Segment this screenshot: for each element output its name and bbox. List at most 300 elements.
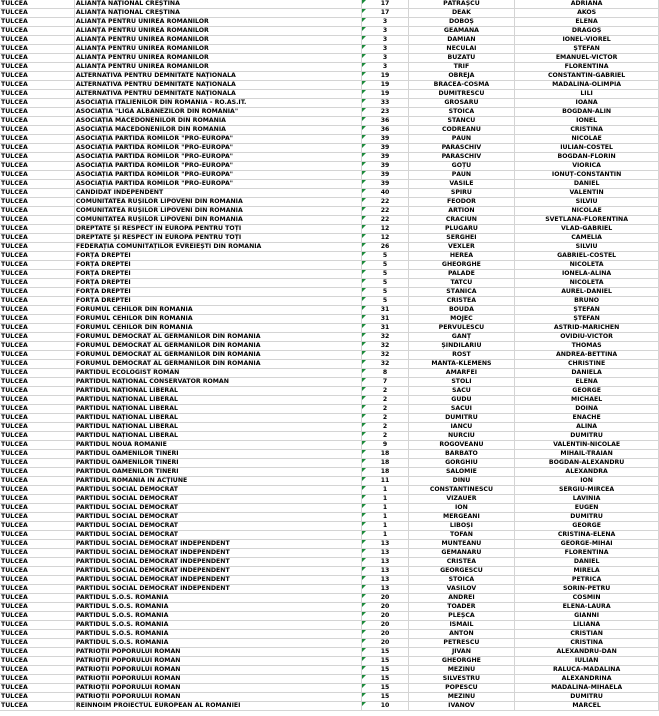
surname-cell[interactable]: HEREA [408,252,515,261]
list-number-cell[interactable]: 11 [362,477,408,486]
list-number-cell[interactable]: 32 [362,342,408,351]
surname-cell[interactable]: GOȚU [408,162,515,171]
party-cell[interactable]: DREPTATE ȘI RESPECT ÎN EUROPA PENTRU TOȚI [74,234,362,243]
surname-cell[interactable]: IANCU [408,423,515,432]
list-number-cell[interactable]: 10 [362,702,408,711]
given-name-cell[interactable]: COSMIN [515,594,659,603]
surname-cell[interactable]: GORGHIU [408,459,515,468]
county-cell[interactable]: TULCEA [0,279,74,288]
list-number-cell[interactable]: 8 [362,369,408,378]
given-name-cell[interactable]: IONELA-ALINA [515,270,659,279]
surname-cell[interactable]: BRACEA-COSMA [408,81,515,90]
party-cell[interactable]: PARTIDUL SOCIAL DEMOCRAT [74,531,362,540]
surname-cell[interactable]: VIZAUER [408,495,515,504]
party-cell[interactable]: REÎNNOIM PROIECTUL EUROPEAN AL ROMÂNIEI [74,702,362,711]
list-number-cell[interactable]: 13 [362,585,408,594]
county-cell[interactable]: TULCEA [0,99,74,108]
list-number-cell[interactable]: 26 [362,243,408,252]
party-cell[interactable]: FORUMUL CEHILOR DIN ROMÂNIA [74,315,362,324]
surname-cell[interactable]: PERVULESCU [408,324,515,333]
party-cell[interactable]: ASOCIAȚIA "LIGA ALBANEZILOR DIN ROMÂNIA" [74,108,362,117]
list-number-cell[interactable]: 15 [362,693,408,702]
party-cell[interactable]: FORȚA DREPTEI [74,297,362,306]
list-number-cell[interactable]: 3 [362,36,408,45]
surname-cell[interactable]: GEORGESCU [408,567,515,576]
party-cell[interactable]: COMUNITATEA RUȘILOR LIPOVENI DIN ROMÂNIA [74,207,362,216]
party-cell[interactable]: PARTIDUL S.O.S. ROMÂNIA [74,639,362,648]
given-name-cell[interactable]: IULIAN [515,657,659,666]
surname-cell[interactable]: GHEORGHE [408,261,515,270]
county-cell[interactable]: TULCEA [0,576,74,585]
given-name-cell[interactable]: GABRIEL-COSTEL [515,252,659,261]
given-name-cell[interactable]: SILVIU [515,198,659,207]
county-cell[interactable]: TULCEA [0,504,74,513]
given-name-cell[interactable]: BRUNO [515,297,659,306]
given-name-cell[interactable]: VALENTIN [515,189,659,198]
party-cell[interactable]: PARTIDUL NOUA ROMÂNIE [74,441,362,450]
party-cell[interactable]: PARTIDUL NAȚIONAL LIBERAL [74,414,362,423]
surname-cell[interactable]: VASILOV [408,585,515,594]
list-number-cell[interactable]: 15 [362,648,408,657]
party-cell[interactable]: ALTERNATIVA PENTRU DEMNITATE NAȚIONALĂ [74,72,362,81]
given-name-cell[interactable]: RALUCA-MĂDĂLINA [515,666,659,675]
surname-cell[interactable]: STĂNICĂ [408,288,515,297]
county-cell[interactable]: TULCEA [0,126,74,135]
party-cell[interactable]: PARTIDUL SOCIAL DEMOCRAT [74,513,362,522]
list-number-cell[interactable]: 12 [362,225,408,234]
party-cell[interactable]: PARTIDUL ROMÂNIA ÎN ACȚIUNE [74,477,362,486]
party-cell[interactable]: FORUMUL DEMOCRAT AL GERMANILOR DIN ROMÂNIA [74,351,362,360]
list-number-cell[interactable]: 15 [362,657,408,666]
county-cell[interactable]: TULCEA [0,648,74,657]
surname-cell[interactable]: JIVAN [408,648,515,657]
given-name-cell[interactable]: MICHAEL [515,396,659,405]
party-cell[interactable]: PARTIDUL S.O.S. ROMÂNIA [74,594,362,603]
county-cell[interactable]: TULCEA [0,81,74,90]
given-name-cell[interactable]: EUGEN [515,504,659,513]
county-cell[interactable]: TULCEA [0,189,74,198]
list-number-cell[interactable]: 13 [362,567,408,576]
list-number-cell[interactable]: 13 [362,558,408,567]
surname-cell[interactable]: ANTON [408,630,515,639]
county-cell[interactable]: TULCEA [0,630,74,639]
party-cell[interactable]: ALIANȚA NAȚIONAL CREȘTINĂ [74,0,362,9]
surname-cell[interactable]: ANDREI [408,594,515,603]
given-name-cell[interactable]: DUMITRU [515,693,659,702]
list-number-cell[interactable]: 19 [362,81,408,90]
given-name-cell[interactable]: BOGDAN-FLORIN [515,153,659,162]
party-cell[interactable]: FORȚA DREPTEI [74,252,362,261]
list-number-cell[interactable]: 18 [362,450,408,459]
surname-cell[interactable]: GHEORGHE [408,657,515,666]
party-cell[interactable]: PARTIDUL NAȚIONAL LIBERAL [74,396,362,405]
party-cell[interactable]: PARTIDUL OAMENILOR TINERI [74,459,362,468]
list-number-cell[interactable]: 17 [362,0,408,9]
list-number-cell[interactable]: 12 [362,234,408,243]
county-cell[interactable]: TULCEA [0,135,74,144]
given-name-cell[interactable]: SERGIU-MIRCEA [515,486,659,495]
list-number-cell[interactable]: 5 [362,279,408,288]
party-cell[interactable]: PARTIDUL SOCIAL DEMOCRAT INDEPENDENT [74,558,362,567]
list-number-cell[interactable]: 3 [362,27,408,36]
given-name-cell[interactable]: ALEXANDRINA [515,675,659,684]
county-cell[interactable]: TULCEA [0,567,74,576]
given-name-cell[interactable]: GIANNI [515,612,659,621]
surname-cell[interactable]: SPIRU [408,189,515,198]
party-cell[interactable]: PARTIDUL NAȚIONAL LIBERAL [74,405,362,414]
list-number-cell[interactable]: 1 [362,495,408,504]
surname-cell[interactable]: PETRESCU [408,639,515,648]
given-name-cell[interactable]: MARCEL [515,702,659,711]
given-name-cell[interactable]: CONSTANTIN-GABRIEL [515,72,659,81]
surname-cell[interactable]: MUNTEANU [408,540,515,549]
county-cell[interactable]: TULCEA [0,351,74,360]
county-cell[interactable]: TULCEA [0,432,74,441]
list-number-cell[interactable]: 20 [362,594,408,603]
county-cell[interactable]: TULCEA [0,27,74,36]
list-number-cell[interactable]: 5 [362,261,408,270]
surname-cell[interactable]: VEXLER [408,243,515,252]
county-cell[interactable]: TULCEA [0,234,74,243]
county-cell[interactable]: TULCEA [0,369,74,378]
county-cell[interactable]: TULCEA [0,414,74,423]
county-cell[interactable]: TULCEA [0,171,74,180]
given-name-cell[interactable]: BOGDAN-ALIN [515,108,659,117]
county-cell[interactable]: TULCEA [0,639,74,648]
party-cell[interactable]: COMUNITATEA RUȘILOR LIPOVENI DIN ROMÂNIA [74,216,362,225]
county-cell[interactable]: TULCEA [0,549,74,558]
surname-cell[interactable]: GUDU [408,396,515,405]
given-name-cell[interactable]: DOINA [515,405,659,414]
surname-cell[interactable]: SERGHEI [408,234,515,243]
list-number-cell[interactable]: 39 [362,135,408,144]
surname-cell[interactable]: IVANOV [408,702,515,711]
county-cell[interactable]: TULCEA [0,0,74,9]
given-name-cell[interactable]: ȘTEFAN [515,306,659,315]
surname-cell[interactable]: MEZINU [408,693,515,702]
party-cell[interactable]: FORUMUL CEHILOR DIN ROMÂNIA [74,324,362,333]
list-number-cell[interactable]: 15 [362,666,408,675]
party-cell[interactable]: PARTIDUL NAȚIONAL CONSERVATOR ROMÂN [74,378,362,387]
list-number-cell[interactable]: 22 [362,216,408,225]
given-name-cell[interactable]: OVIDIU-VICTOR [515,333,659,342]
party-cell[interactable]: PARTIDUL SOCIAL DEMOCRAT [74,495,362,504]
county-cell[interactable]: TULCEA [0,594,74,603]
list-number-cell[interactable]: 20 [362,603,408,612]
county-cell[interactable]: TULCEA [0,261,74,270]
surname-cell[interactable]: DINU [408,477,515,486]
surname-cell[interactable]: TOADER [408,603,515,612]
party-cell[interactable]: PARTIDUL NAȚIONAL LIBERAL [74,432,362,441]
surname-cell[interactable]: DUMITRESCU [408,90,515,99]
county-cell[interactable]: TULCEA [0,198,74,207]
list-number-cell[interactable]: 19 [362,90,408,99]
county-cell[interactable]: TULCEA [0,108,74,117]
party-cell[interactable]: ASOCIAȚIA PARTIDA ROMILOR "PRO-EUROPA" [74,162,362,171]
given-name-cell[interactable]: NICOLETA [515,261,659,270]
given-name-cell[interactable]: GEORGE-MIHAI [515,540,659,549]
county-cell[interactable]: TULCEA [0,405,74,414]
given-name-cell[interactable]: ELENA [515,378,659,387]
given-name-cell[interactable]: MIRELA [515,567,659,576]
given-name-cell[interactable]: GEORGE [515,387,659,396]
given-name-cell[interactable]: NICOLETA [515,279,659,288]
list-number-cell[interactable]: 32 [362,351,408,360]
given-name-cell[interactable]: MĂDĂLINA-MIHAELA [515,684,659,693]
given-name-cell[interactable]: ELENA-LAURA [515,603,659,612]
given-name-cell[interactable]: ANDREA-BETTINA [515,351,659,360]
party-cell[interactable]: ALTERNATIVA PENTRU DEMNITATE NAȚIONALĂ [74,81,362,90]
surname-cell[interactable]: TATCU [408,279,515,288]
given-name-cell[interactable]: VALENTIN-NICOLAE [515,441,659,450]
surname-cell[interactable]: ROGOVEANU [408,441,515,450]
county-cell[interactable]: TULCEA [0,297,74,306]
surname-cell[interactable]: STOLI [408,378,515,387]
surname-cell[interactable]: BOUDA [408,306,515,315]
list-number-cell[interactable]: 7 [362,378,408,387]
party-cell[interactable]: ALTERNATIVA PENTRU DEMNITATE NAȚIONALĂ [74,90,362,99]
party-cell[interactable]: PATRIOȚII POPORULUI ROMÂN [74,675,362,684]
given-name-cell[interactable]: IONEL-VIOREL [515,36,659,45]
list-number-cell[interactable]: 20 [362,630,408,639]
list-number-cell[interactable]: 2 [362,423,408,432]
list-number-cell[interactable]: 23 [362,108,408,117]
surname-cell[interactable]: TOFAN [408,531,515,540]
surname-cell[interactable]: SALOMIE [408,468,515,477]
given-name-cell[interactable]: ALEXANDRA [515,468,659,477]
given-name-cell[interactable]: ENACHE [515,414,659,423]
given-name-cell[interactable]: PETRICĂ [515,576,659,585]
list-number-cell[interactable]: 20 [362,621,408,630]
county-cell[interactable]: TULCEA [0,666,74,675]
county-cell[interactable]: TULCEA [0,477,74,486]
party-cell[interactable]: FORȚA DREPTEI [74,261,362,270]
surname-cell[interactable]: ISMAIL [408,621,515,630]
given-name-cell[interactable]: DANIEL [515,180,659,189]
given-name-cell[interactable]: ȘTEFAN [515,45,659,54]
list-number-cell[interactable]: 40 [362,189,408,198]
county-cell[interactable]: TULCEA [0,63,74,72]
given-name-cell[interactable]: GEORGE [515,522,659,531]
county-cell[interactable]: TULCEA [0,36,74,45]
county-cell[interactable]: TULCEA [0,306,74,315]
surname-cell[interactable]: CODREANU [408,126,515,135]
party-cell[interactable]: FORUMUL DEMOCRAT AL GERMANILOR DIN ROMÂNIA [74,360,362,369]
surname-cell[interactable]: MOJEC [408,315,515,324]
given-name-cell[interactable]: NICOLAE [515,207,659,216]
party-cell[interactable]: ALIANȚA PENTRU UNIREA ROMÂNILOR [74,27,362,36]
county-cell[interactable]: TULCEA [0,495,74,504]
given-name-cell[interactable]: ADRIANA [515,0,659,9]
list-number-cell[interactable]: 2 [362,396,408,405]
county-cell[interactable]: TULCEA [0,252,74,261]
surname-cell[interactable]: GROSARU [408,99,515,108]
list-number-cell[interactable]: 33 [362,99,408,108]
given-name-cell[interactable]: DUMITRU [515,513,659,522]
list-number-cell[interactable]: 15 [362,675,408,684]
county-cell[interactable]: TULCEA [0,225,74,234]
given-name-cell[interactable]: BOGDAN-ALEXANDRU [515,459,659,468]
given-name-cell[interactable]: CRISTIAN [515,630,659,639]
given-name-cell[interactable]: DRAGOȘ [515,27,659,36]
surname-cell[interactable]: CRISTEA [408,297,515,306]
list-number-cell[interactable]: 20 [362,612,408,621]
surname-cell[interactable]: GANȚ [408,333,515,342]
party-cell[interactable]: FORȚA DREPTEI [74,288,362,297]
party-cell[interactable]: ASOCIAȚIA PARTIDA ROMILOR "PRO-EUROPA" [74,180,362,189]
list-number-cell[interactable]: 36 [362,126,408,135]
surname-cell[interactable]: OBREJA [408,72,515,81]
party-cell[interactable]: PARTIDUL SOCIAL DEMOCRAT [74,522,362,531]
surname-cell[interactable]: TRIF [408,63,515,72]
surname-cell[interactable]: PĂTRAȘCU [408,0,515,9]
party-cell[interactable]: PATRIOȚII POPORULUI ROMÂN [74,648,362,657]
surname-cell[interactable]: FEODOR [408,198,515,207]
given-name-cell[interactable]: DANIEL [515,558,659,567]
list-number-cell[interactable]: 3 [362,45,408,54]
county-cell[interactable]: TULCEA [0,324,74,333]
given-name-cell[interactable]: ALEXANDRU-DAN [515,648,659,657]
list-number-cell[interactable]: 31 [362,324,408,333]
list-number-cell[interactable]: 5 [362,288,408,297]
party-cell[interactable]: PATRIOȚII POPORULUI ROMÂN [74,657,362,666]
surname-cell[interactable]: PĂUN [408,171,515,180]
given-name-cell[interactable]: ȘTEFAN [515,315,659,324]
party-cell[interactable]: PARTIDUL SOCIAL DEMOCRAT INDEPENDENT [74,540,362,549]
party-cell[interactable]: PARTIDUL SOCIAL DEMOCRAT INDEPENDENT [74,567,362,576]
list-number-cell[interactable]: 36 [362,117,408,126]
county-cell[interactable]: TULCEA [0,18,74,27]
county-cell[interactable]: TULCEA [0,585,74,594]
surname-cell[interactable]: ION [408,504,515,513]
list-number-cell[interactable]: 17 [362,9,408,18]
surname-cell[interactable]: SĂCU [408,387,515,396]
list-number-cell[interactable]: 39 [362,153,408,162]
county-cell[interactable]: TULCEA [0,54,74,63]
list-number-cell[interactable]: 3 [362,18,408,27]
surname-cell[interactable]: LIBOȘI [408,522,515,531]
list-number-cell[interactable]: 2 [362,387,408,396]
party-cell[interactable]: ASOCIAȚIA PARTIDA ROMILOR "PRO-EUROPA" [74,171,362,180]
given-name-cell[interactable]: LAVINIA [515,495,659,504]
list-number-cell[interactable]: 31 [362,306,408,315]
county-cell[interactable]: TULCEA [0,342,74,351]
county-cell[interactable]: TULCEA [0,558,74,567]
surname-cell[interactable]: PARASCHIV [408,153,515,162]
list-number-cell[interactable]: 13 [362,576,408,585]
party-cell[interactable]: PARTIDUL OAMENILOR TINERI [74,468,362,477]
county-cell[interactable]: TULCEA [0,468,74,477]
party-cell[interactable]: FORȚA DREPTEI [74,270,362,279]
party-cell[interactable]: PATRIOȚII POPORULUI ROMÂN [74,684,362,693]
party-cell[interactable]: PARTIDUL S.O.S. ROMÂNIA [74,603,362,612]
party-cell[interactable]: PARTIDUL SOCIAL DEMOCRAT [74,504,362,513]
surname-cell[interactable]: STOICA [408,576,515,585]
party-cell[interactable]: ASOCIAȚIA PARTIDA ROMILOR "PRO-EUROPA" [74,135,362,144]
surname-cell[interactable]: NURCIU [408,432,515,441]
surname-cell[interactable]: DAMIAN [408,36,515,45]
surname-cell[interactable]: CRĂCIUN [408,216,515,225]
list-number-cell[interactable]: 1 [362,486,408,495]
county-cell[interactable]: TULCEA [0,702,74,711]
surname-cell[interactable]: POPESCU [408,684,515,693]
party-cell[interactable]: FEDERAȚIA COMUNITĂȚILOR EVREIEȘTI DIN ROMÂNIA [74,243,362,252]
party-cell[interactable]: DREPTATE ȘI RESPECT ÎN EUROPA PENTRU TOȚI [74,225,362,234]
list-number-cell[interactable]: 19 [362,72,408,81]
party-cell[interactable]: PARTIDUL S.O.S. ROMÂNIA [74,621,362,630]
list-number-cell[interactable]: 39 [362,180,408,189]
list-number-cell[interactable]: 5 [362,252,408,261]
list-number-cell[interactable]: 3 [362,54,408,63]
given-name-cell[interactable]: EMANUEL-VICTOR [515,54,659,63]
surname-cell[interactable]: GEMĂNARU [408,549,515,558]
list-number-cell[interactable]: 39 [362,144,408,153]
party-cell[interactable]: FORUMUL DEMOCRAT AL GERMANILOR DIN ROMÂNIA [74,333,362,342]
given-name-cell[interactable]: ION [515,477,659,486]
party-cell[interactable]: FORUMUL CEHILOR DIN ROMÂNIA [74,306,362,315]
county-cell[interactable]: TULCEA [0,513,74,522]
county-cell[interactable]: TULCEA [0,270,74,279]
county-cell[interactable]: TULCEA [0,288,74,297]
list-number-cell[interactable]: 15 [362,684,408,693]
list-number-cell[interactable]: 5 [362,270,408,279]
surname-cell[interactable]: CRISTEA [408,558,515,567]
county-cell[interactable]: TULCEA [0,621,74,630]
list-number-cell[interactable]: 39 [362,162,408,171]
surname-cell[interactable]: SĂCUI [408,405,515,414]
county-cell[interactable]: TULCEA [0,45,74,54]
list-number-cell[interactable]: 31 [362,315,408,324]
list-number-cell[interactable]: 3 [362,63,408,72]
surname-cell[interactable]: MEZINU [408,666,515,675]
given-name-cell[interactable]: CRISTINA [515,639,659,648]
list-number-cell[interactable]: 22 [362,207,408,216]
county-cell[interactable]: TULCEA [0,441,74,450]
surname-cell[interactable]: ROST [408,351,515,360]
county-cell[interactable]: TULCEA [0,396,74,405]
given-name-cell[interactable]: CRISTINA [515,126,659,135]
surname-cell[interactable]: DOBOȘ [408,18,515,27]
county-cell[interactable]: TULCEA [0,657,74,666]
list-number-cell[interactable]: 5 [362,297,408,306]
surname-cell[interactable]: NECULAI [408,45,515,54]
party-cell[interactable]: COMUNITATEA RUȘILOR LIPOVENI DIN ROMÂNIA [74,198,362,207]
party-cell[interactable]: PARTIDUL S.O.S. ROMÂNIA [74,630,362,639]
given-name-cell[interactable]: IOANA [515,99,659,108]
party-cell[interactable]: PATRIOȚII POPORULUI ROMÂN [74,693,362,702]
surname-cell[interactable]: STANCU [408,117,515,126]
list-number-cell[interactable]: 1 [362,513,408,522]
surname-cell[interactable]: SILVESTRU [408,675,515,684]
county-cell[interactable]: TULCEA [0,675,74,684]
list-number-cell[interactable]: 2 [362,414,408,423]
surname-cell[interactable]: GEAMĂNĂ [408,27,515,36]
party-cell[interactable]: ASOCIAȚIA MACEDONENILOR DIN ROMÂNIA [74,117,362,126]
party-cell[interactable]: PARTIDUL OAMENILOR TINERI [74,450,362,459]
given-name-cell[interactable]: ALINA [515,423,659,432]
given-name-cell[interactable]: DANIELA [515,369,659,378]
given-name-cell[interactable]: FLORENTINA [515,63,659,72]
given-name-cell[interactable]: FLORENTINA [515,549,659,558]
list-number-cell[interactable]: 13 [362,549,408,558]
given-name-cell[interactable]: CRISTINA-ELENA [515,531,659,540]
surname-cell[interactable]: STOICA [408,108,515,117]
list-number-cell[interactable]: 39 [362,171,408,180]
given-name-cell[interactable]: CHRISTINE [515,360,659,369]
party-cell[interactable]: PARTIDUL SOCIAL DEMOCRAT INDEPENDENT [74,549,362,558]
county-cell[interactable]: TULCEA [0,522,74,531]
given-name-cell[interactable]: SILVIU [515,243,659,252]
